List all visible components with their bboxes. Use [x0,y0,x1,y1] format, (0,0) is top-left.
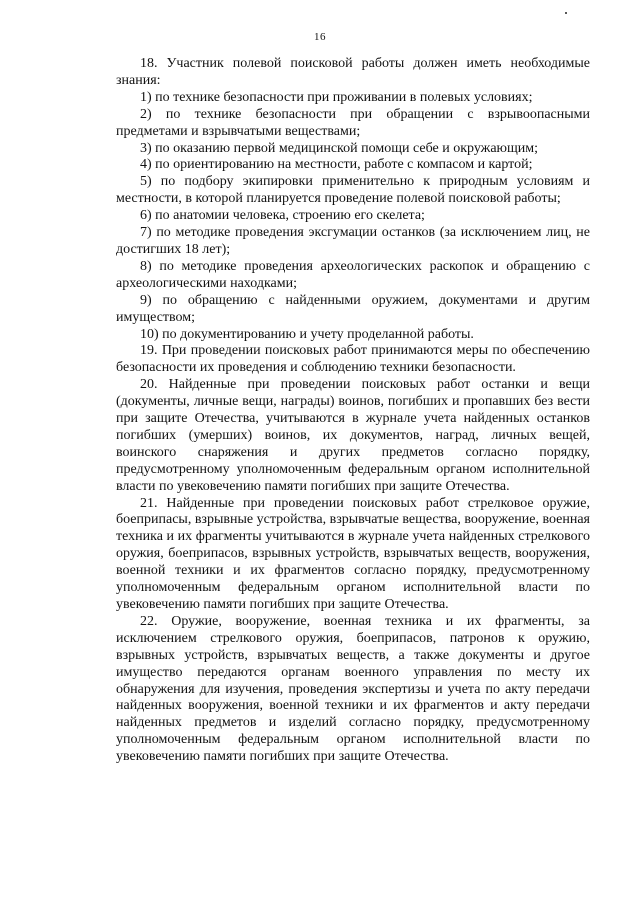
paragraph-22: 22. Оружие, вооружение, военная техника и их фрагменты, за исключением стрелкового оружия, боеприпасов, патронов к оружию, взрывных устройств, взрывчатых веществ, а также документы и другое имущество передаются органам военного управления по месту их обнаружения для изучения, проведения экспертизы и учета по акту передачи найденных вооружения, военной техники и их фрагментов и акту передачи найденных предметов и изделий согласно порядку, предусмотренному уполномоченным федеральным органом исполнительной власти по увековечению памяти погибших при защите Отечества. [116,613,590,765]
list-item-9: 9) по обращению с найденными оружием, документами и другим имуществом; [116,292,590,325]
list-item-8: 8) по методике проведения археологических раскопок и обращению с археологическими находками; [116,258,590,291]
paragraph-18: 18. Участник полевой поисковой работы должен иметь необходимые знания: [116,56,590,88]
list-item-6: 6) по анатомии человека, строению его скелета; [140,208,425,224]
paragraph-20: 20. Найденные при проведении поисковых работ останки и вещи (документы, личные вещи, награды) воинов, погибших и пропавших без вести при защите Отечества, учитываются в журнале учета найденных останков погибших (умерших) воинов, их документов, наград, личных вещей, воинского снаряжения и других предметов согласно порядку, предусмотренному уполномоченным федеральным органом исполнительной власти по увековечению памяти погибших при защите Отечества. [116,377,590,494]
paragraph-21: 21. Найденные при проведении поисковых работ стрелковое оружие, боеприпасы, взрывные устройства, взрывчатые вещества, вооружение, военная техника и их фрагменты учитываются в журнале учета найденных стрелкового оружия, боеприпасов, взрывных устройств, взрывчатых веществ, вооружения, военной техники и их фрагментов согласно порядку, предусмотренному уполномоченным федеральным органом исполнительной власти по увековечению памяти погибших при защите Отечества. [116,495,590,612]
list-item-1: 1) по технике безопасности при проживании в полевых условиях; [140,89,533,105]
paragraph-19: 19. При проведении поисковых работ принимаются меры по обеспечению безопасности их проведения и соблюдению техники безопасности. [116,343,590,376]
scan-mark [565,12,567,14]
page-number: 16 [314,31,326,43]
list-item-4: 4) по ориентированию на местности, работе с компасом и картой; [140,157,533,173]
list-item-5: 5) по подбору экипировки применительно к природным условиям и местности, в которой планируется проведение полевой поисковой работы; [116,174,590,207]
list-item-2: 2) по технике безопасности при обращении с взрывоопасными предметами и взрывчатыми веществами; [116,106,590,139]
list-item-7: 7) по методике проведения эксгумации останков (за исключением лиц, не достигших 18 лет); [116,225,590,257]
list-item-10: 10) по документированию и учету проделанной работы. [140,326,474,342]
list-item-3: 3) по оказанию первой медицинской помощи себе и окружающим; [140,140,539,156]
document-body [116,56,590,766]
